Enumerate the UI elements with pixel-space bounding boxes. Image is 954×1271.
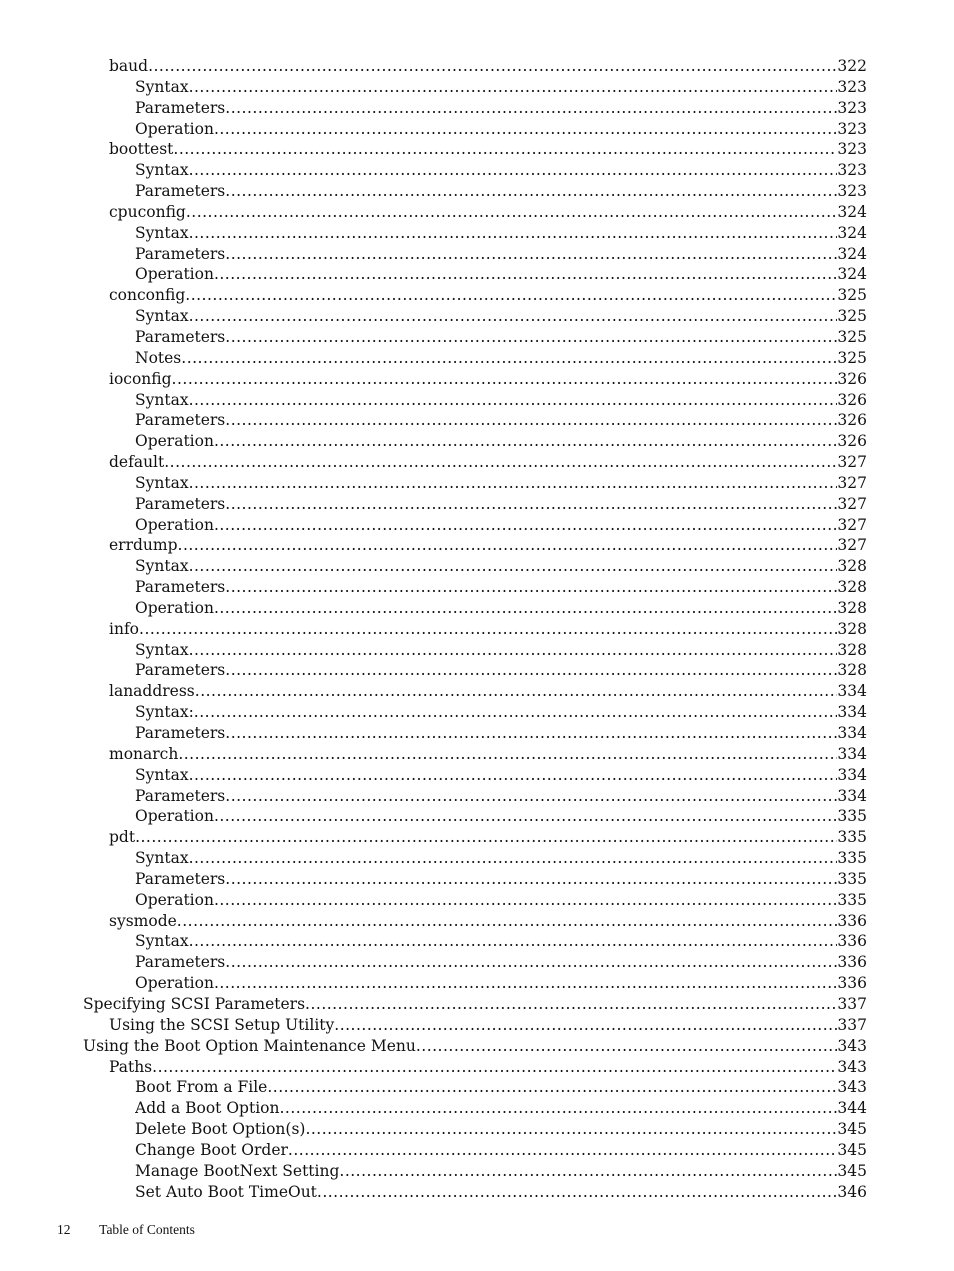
toc-entry-page-number: 324 <box>837 202 867 221</box>
footer-section-title: Table of Contents <box>99 1222 195 1237</box>
toc-entry-page-number: 323 <box>837 119 867 138</box>
toc-entry-title: baud <box>109 57 149 75</box>
toc-entry-title: Operation <box>135 265 214 284</box>
toc-entry-page-number: 322 <box>837 57 867 75</box>
toc-dot-leader <box>214 431 837 452</box>
toc-entry-title: Boot From a File <box>135 1078 268 1097</box>
toc-entry-page-number: 325 <box>837 348 867 367</box>
toc-entry-title: Syntax: <box>135 703 194 722</box>
toc-dot-leader <box>181 348 837 369</box>
toc-dot-leader <box>189 160 838 181</box>
toc-entry-title: Parameters <box>135 661 226 680</box>
toc-entry-page-number: 334 <box>837 682 867 701</box>
footer-page-number: 12 <box>57 1222 71 1237</box>
toc-dot-leader <box>225 327 837 348</box>
toc-entry-page-number: 343 <box>837 1057 867 1076</box>
toc-entry[interactable] <box>0 452 954 473</box>
toc-entry-title: Parameters <box>135 327 226 346</box>
toc-dot-leader <box>339 1161 837 1182</box>
toc-entry-title: Operation <box>135 515 214 534</box>
toc-entry-page-number: 326 <box>837 390 867 409</box>
toc-dot-leader <box>288 1140 837 1161</box>
toc-dot-leader <box>186 202 838 223</box>
toc-entry-page-number: 325 <box>837 286 867 305</box>
toc-entry-title: Parameters <box>135 182 226 201</box>
toc-dot-leader <box>189 931 838 952</box>
toc-entry[interactable] <box>0 348 954 369</box>
toc-entry[interactable] <box>0 640 954 661</box>
toc-dot-leader <box>152 1057 837 1078</box>
toc-entry-title: Syntax <box>135 77 189 96</box>
toc-entry[interactable] <box>0 390 954 411</box>
toc-entry[interactable] <box>0 306 954 327</box>
toc-entry-title: Parameters <box>135 244 226 263</box>
toc-entry[interactable] <box>0 1119 954 1140</box>
toc-entry-title: Manage BootNext Setting <box>135 1161 340 1180</box>
toc-dot-leader <box>135 827 837 848</box>
toc-entry-title: monarch <box>109 744 179 763</box>
toc-dot-leader <box>225 494 837 515</box>
toc-dot-leader <box>189 473 838 494</box>
toc-entry[interactable] <box>0 556 954 577</box>
toc-dot-leader <box>267 1077 837 1098</box>
toc-dot-leader <box>189 556 838 577</box>
toc-entry[interactable] <box>0 806 954 827</box>
toc-dot-leader <box>189 306 838 327</box>
toc-entry-page-number: 346 <box>837 1182 867 1201</box>
toc-entry-title: default <box>109 453 165 472</box>
toc-dot-leader <box>416 1036 838 1057</box>
toc-entry[interactable] <box>0 369 954 390</box>
toc-dot-leader <box>189 640 838 661</box>
toc-entry-title: Using the Boot Option Maintenance Menu <box>83 1036 416 1055</box>
toc-entry[interactable] <box>0 535 954 556</box>
toc-dot-leader <box>225 410 837 431</box>
toc-entry-title: Operation <box>135 119 214 138</box>
toc-entry[interactable] <box>0 598 954 619</box>
toc-dot-leader <box>225 869 837 890</box>
toc-entry[interactable] <box>0 119 954 140</box>
toc-entry[interactable] <box>0 952 954 973</box>
toc-entry-page-number: 343 <box>837 1036 867 1055</box>
toc-entry-page-number: 345 <box>837 1120 867 1139</box>
toc-dot-leader <box>185 285 837 306</box>
toc-dot-leader <box>225 244 837 265</box>
toc-entry[interactable] <box>0 327 954 348</box>
toc-dot-leader <box>214 264 837 285</box>
toc-entry-page-number: 327 <box>837 494 867 513</box>
toc-dot-leader <box>225 952 837 973</box>
toc-entry-page-number: 334 <box>837 724 867 742</box>
toc-entry-page-number: 327 <box>837 473 867 492</box>
toc-dot-leader <box>214 973 837 994</box>
toc-entry-title: boottest <box>109 140 174 159</box>
toc-entry-page-number: 326 <box>837 369 867 388</box>
toc-dot-leader <box>189 77 838 98</box>
toc-entry-page-number: 323 <box>837 77 867 96</box>
toc-dot-leader <box>189 765 838 786</box>
toc-entry[interactable] <box>0 98 954 119</box>
toc-dot-leader <box>225 660 837 681</box>
toc-entry-title: Notes <box>135 348 182 367</box>
toc-dot-leader <box>225 723 837 744</box>
toc-entry[interactable] <box>0 223 954 244</box>
toc-entry-page-number: 328 <box>837 578 867 597</box>
toc-entry[interactable] <box>0 994 954 1015</box>
toc-entry-page-number: 334 <box>837 765 867 784</box>
toc-entry-page-number: 335 <box>837 849 867 868</box>
toc-entry[interactable] <box>0 890 954 911</box>
toc-dot-leader <box>225 577 837 598</box>
toc-entry-page-number: 334 <box>837 703 867 722</box>
toc-dot-leader <box>178 744 837 765</box>
toc-dot-leader <box>225 181 837 202</box>
toc-entry-title: Syntax <box>135 932 189 951</box>
toc-entry-title: Parameters <box>135 494 226 513</box>
toc-entry-page-number: 336 <box>837 953 867 972</box>
toc-entry-title: Parameters <box>135 578 226 597</box>
toc-entry-title: errdump <box>109 536 178 555</box>
toc-entry-title: Parameters <box>135 98 226 117</box>
toc-entry-title: Delete Boot Option(s) <box>135 1120 306 1139</box>
toc-entry-title: Operation <box>135 807 214 826</box>
toc-entry[interactable] <box>0 786 954 807</box>
toc-entry[interactable] <box>0 244 954 265</box>
toc-entry[interactable] <box>0 931 954 952</box>
toc-entry-page-number: 335 <box>837 828 867 847</box>
toc-entry-page-number: 325 <box>837 327 867 346</box>
toc-entry[interactable] <box>0 410 954 431</box>
toc-entry-title: Syntax <box>135 849 189 868</box>
toc-entry-page-number: 323 <box>837 98 867 117</box>
toc-entry[interactable] <box>0 723 954 744</box>
toc-entry[interactable] <box>0 1161 954 1182</box>
toc-entry-title: Parameters <box>135 869 226 888</box>
toc-entry[interactable] <box>0 1077 954 1098</box>
toc-entry-title: pdt <box>109 828 136 847</box>
toc-entry-page-number: 335 <box>837 807 867 826</box>
toc-dot-leader <box>214 515 837 536</box>
toc-entry[interactable] <box>0 702 954 723</box>
toc-dot-leader <box>225 98 837 119</box>
toc-entry[interactable] <box>0 1057 954 1078</box>
toc-entry-page-number: 323 <box>837 140 867 159</box>
toc-entry[interactable] <box>0 869 954 890</box>
toc-entry-title: Using the SCSI Setup Utility <box>109 1015 335 1034</box>
toc-dot-leader <box>177 911 838 932</box>
toc-entry-page-number: 337 <box>837 1015 867 1034</box>
toc-entry-title: Syntax <box>135 161 189 180</box>
toc-dot-leader <box>317 1182 838 1203</box>
toc-entry-page-number: 328 <box>837 557 867 576</box>
toc-entry-page-number: 323 <box>837 161 867 180</box>
toc-entry[interactable] <box>0 1015 954 1036</box>
toc-dot-leader <box>214 598 837 619</box>
toc-entry[interactable] <box>0 973 954 994</box>
toc-entry[interactable] <box>0 160 954 181</box>
toc-entry[interactable] <box>0 660 954 681</box>
toc-entry[interactable] <box>0 77 954 98</box>
toc-entry[interactable] <box>0 1182 954 1203</box>
toc-entry-page-number: 324 <box>837 265 867 284</box>
toc-entry[interactable] <box>0 848 954 869</box>
toc-entry-page-number: 345 <box>837 1161 867 1180</box>
toc-entry-title: Syntax <box>135 473 189 492</box>
toc-dot-leader <box>164 452 837 473</box>
toc-entry[interactable] <box>0 285 954 306</box>
toc-entry-title: Paths <box>109 1057 153 1076</box>
toc-entry[interactable] <box>0 1098 954 1119</box>
toc-dot-leader <box>214 119 837 140</box>
toc-entry-page-number: 323 <box>837 182 867 201</box>
toc-entry-page-number: 334 <box>837 744 867 763</box>
toc-entry-page-number: 328 <box>837 661 867 680</box>
table-of-contents <box>0 56 954 1202</box>
toc-entry-title: Parameters <box>135 953 226 972</box>
toc-dot-leader <box>172 369 838 390</box>
toc-entry-page-number: 327 <box>837 536 867 555</box>
toc-entry[interactable] <box>0 681 954 702</box>
toc-entry-title: Add a Boot Option <box>135 1099 280 1118</box>
toc-dot-leader <box>305 1119 837 1140</box>
toc-entry[interactable] <box>0 473 954 494</box>
toc-entry-title: Parameters <box>135 724 226 742</box>
toc-entry[interactable] <box>0 827 954 848</box>
toc-entry-page-number: 327 <box>837 515 867 534</box>
toc-entry[interactable] <box>0 139 954 160</box>
toc-entry-title: cpuconfig <box>109 202 186 221</box>
page-footer <box>57 1222 195 1238</box>
toc-dot-leader <box>189 223 838 244</box>
toc-entry-title: Syntax <box>135 557 189 576</box>
toc-entry-title: Operation <box>135 890 214 909</box>
toc-entry[interactable] <box>0 431 954 452</box>
toc-entry-page-number: 336 <box>837 974 867 993</box>
toc-entry-title: Operation <box>135 432 214 451</box>
toc-entry-page-number: 328 <box>837 598 867 617</box>
toc-entry[interactable] <box>0 56 954 77</box>
toc-entry-title: Set Auto Boot TimeOut <box>135 1182 317 1201</box>
toc-entry-title: info <box>109 619 140 638</box>
toc-entry-page-number: 343 <box>837 1078 867 1097</box>
toc-entry-title: Syntax <box>135 640 189 659</box>
toc-entry-title: Syntax <box>135 765 189 784</box>
toc-dot-leader <box>305 994 837 1015</box>
toc-dot-leader <box>225 786 837 807</box>
toc-entry[interactable] <box>0 911 954 932</box>
toc-entry-page-number: 328 <box>837 619 867 638</box>
toc-entry-title: Syntax <box>135 390 189 409</box>
toc-entry-title: Parameters <box>135 411 226 430</box>
toc-entry-page-number: 345 <box>837 1140 867 1159</box>
toc-entry-page-number: 336 <box>837 911 867 930</box>
toc-entry[interactable] <box>0 494 954 515</box>
toc-entry[interactable] <box>0 181 954 202</box>
toc-entry[interactable] <box>0 1140 954 1161</box>
toc-entry[interactable] <box>0 765 954 786</box>
toc-dot-leader <box>334 1015 837 1036</box>
toc-entry-title: Operation <box>135 598 214 617</box>
toc-entry-title: Change Boot Order <box>135 1140 288 1159</box>
toc-entry-title: Operation <box>135 974 214 993</box>
toc-dot-leader <box>279 1098 837 1119</box>
toc-dot-leader <box>178 535 838 556</box>
toc-entry-page-number: 326 <box>837 411 867 430</box>
toc-entry-title: sysmode <box>109 911 177 930</box>
toc-entry-page-number: 324 <box>837 223 867 242</box>
toc-entry[interactable] <box>0 202 954 223</box>
toc-dot-leader <box>189 848 838 869</box>
toc-entry-page-number: 337 <box>837 994 867 1013</box>
toc-entry-page-number: 328 <box>837 640 867 659</box>
toc-entry-page-number: 327 <box>837 453 867 472</box>
toc-entry[interactable] <box>0 619 954 640</box>
toc-entry[interactable] <box>0 515 954 536</box>
toc-entry-page-number: 324 <box>837 244 867 263</box>
toc-dot-leader <box>148 56 837 77</box>
toc-entry-title: Parameters <box>135 786 226 805</box>
toc-dot-leader <box>195 681 838 702</box>
toc-entry-title: ioconfig <box>109 369 172 388</box>
toc-dot-leader <box>214 890 837 911</box>
toc-entry-page-number: 335 <box>837 890 867 909</box>
toc-entry[interactable] <box>0 577 954 598</box>
toc-entry[interactable] <box>0 1036 954 1057</box>
toc-entry-page-number: 335 <box>837 869 867 888</box>
toc-entry-page-number: 334 <box>837 786 867 805</box>
toc-dot-leader <box>214 806 837 827</box>
toc-entry-title: Syntax <box>135 223 189 242</box>
toc-dot-leader <box>194 702 838 723</box>
toc-dot-leader <box>139 619 837 640</box>
toc-dot-leader <box>189 390 838 411</box>
toc-entry-page-number: 344 <box>837 1099 867 1118</box>
toc-entry-page-number: 325 <box>837 307 867 326</box>
toc-entry-page-number: 336 <box>837 932 867 951</box>
toc-entry[interactable] <box>0 744 954 765</box>
toc-entry-title: Specifying SCSI Parameters <box>83 994 306 1013</box>
toc-entry-title: Syntax <box>135 307 189 326</box>
toc-entry-page-number: 326 <box>837 432 867 451</box>
toc-entry-title: conconfig <box>109 286 186 305</box>
toc-entry[interactable] <box>0 264 954 285</box>
toc-dot-leader <box>173 139 837 160</box>
toc-entry-title: lanaddress <box>109 682 195 701</box>
